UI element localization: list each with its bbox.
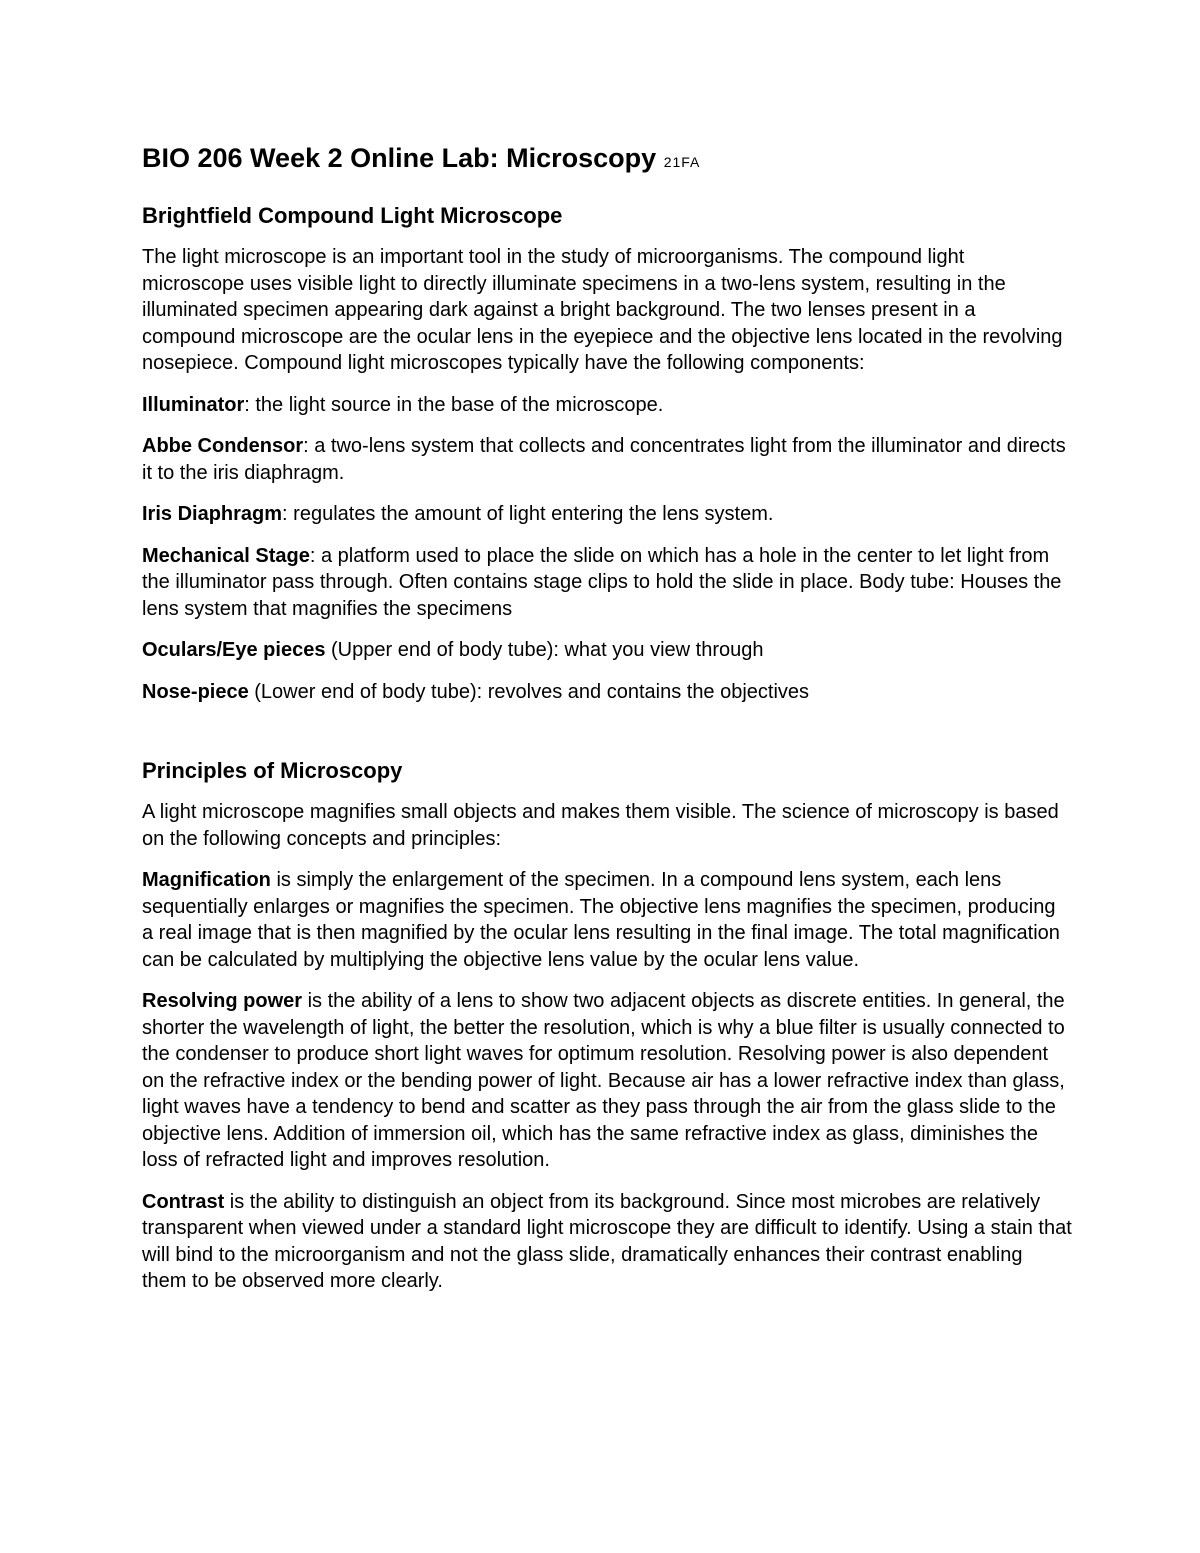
term-mechanical-stage: Mechanical Stage: [142, 544, 310, 567]
document-title-suffix: 21FA: [663, 154, 701, 170]
definition-contrast: is the ability to distinguish an object from its background. Since most microbes are relatively transparent when viewed under a standard light microscope they are difficult to identify. Using a stain that will bind to the microorganism and not the glass slide, dramatically enhances their contrast enabling them to be observed more clearly.: [142, 1190, 1072, 1292]
section-heading-principles: Principles of Microscopy: [142, 758, 403, 783]
term-contrast: Contrast: [142, 1190, 225, 1213]
component-mechanical-stage: [142, 543, 1072, 623]
document-title: [142, 142, 1072, 178]
component-abbe-condensor: [142, 433, 1072, 486]
component-iris-diaphragm: [142, 501, 1072, 528]
definition-abbe-condensor: : a two-lens system that collects and concentrates light from the illuminator and directs it to the iris diaphragm.: [142, 435, 1066, 484]
section-heading-brightfield: Brightfield Compound Light Microscope: [142, 203, 563, 228]
principle-magnification: [142, 867, 1072, 973]
definition-magnification: is simply the enlargement of the specimen. In a compound lens system, each lens sequentially enlarges or magnifies the specimen. The objective lens magnifies the specimen, producing a real image that is then magnified by the ocular lens resulting in the final image. The total magnification can be calculated by multiplying the objective lens value by the ocular lens value.: [142, 869, 1060, 971]
term-abbe-condensor: Abbe Condensor: [142, 435, 304, 457]
definition-illuminator: : the light source in the base of the microscope.: [244, 393, 664, 416]
principle-contrast: [142, 1189, 1072, 1295]
term-magnification: Magnification: [142, 869, 271, 891]
principle-resolving-power: [142, 988, 1072, 1174]
component-oculars: [142, 637, 1072, 664]
term-oculars: Oculars/Eye pieces: [142, 639, 326, 661]
term-iris-diaphragm: Iris Diaphragm: [142, 503, 283, 525]
definition-iris-diaphragm: : regulates the amount of light entering the lens system.: [282, 503, 774, 525]
component-nose-piece: [142, 679, 1072, 706]
term-resolving-power: Resolving power: [142, 990, 303, 1012]
term-illuminator: Illuminator: [142, 393, 245, 416]
definition-nose-piece: (Lower end of body tube): revolves and contains the objectives: [248, 680, 810, 703]
component-illuminator: [142, 392, 1072, 419]
definition-resolving-power: is the ability of a lens to show two adjacent objects as discrete entities. In general, the shorter the wavelength of light, the better the resolution, which is why a blue filter is usually connected to the condenser to produce short light waves for optimum resolution. Resolving power is also dependent on the refractive index or the bending power of light. Because air has a lower refractive index than glass, light waves have a tendency to bend and scatter as they pass through the air from the glass slide to the objective lens. Addition of immersion oil, which has the same refractive index as glass, diminishes the loss of refracted light and improves resolution.: [142, 990, 1065, 1171]
definition-mechanical-stage: : a platform used to place the slide on which has a hole in the center to let light from the illuminator pass through. Often contains stage clips to hold the slide in place. Body tube: Houses the lens system that magnifies the specimens: [142, 544, 1062, 620]
paragraph-principles-intro: A light microscope magnifies small objects and makes them visible. The science of microscopy is based on the following concepts and principles:: [142, 801, 1059, 850]
paragraph-brightfield-intro: The light microscope is an important tool in the study of microorganisms. The compound light microscope uses visible light to directly illuminate specimens in a two-lens system, resulting in the illuminated specimen appearing dark against a bright background. The two lenses present in a compound microscope are the ocular lens in the eyepiece and the objective lens located in the revolving nosepiece. Compound light microscopes typically have the following components:: [142, 246, 1063, 374]
term-nose-piece: Nose-piece: [142, 680, 249, 703]
document-title-text: BIO 206 Week 2 Online Lab: Microscopy: [142, 143, 657, 173]
definition-oculars: (Upper end of body tube): what you view through: [325, 639, 764, 661]
document-page: [142, 142, 1072, 1310]
